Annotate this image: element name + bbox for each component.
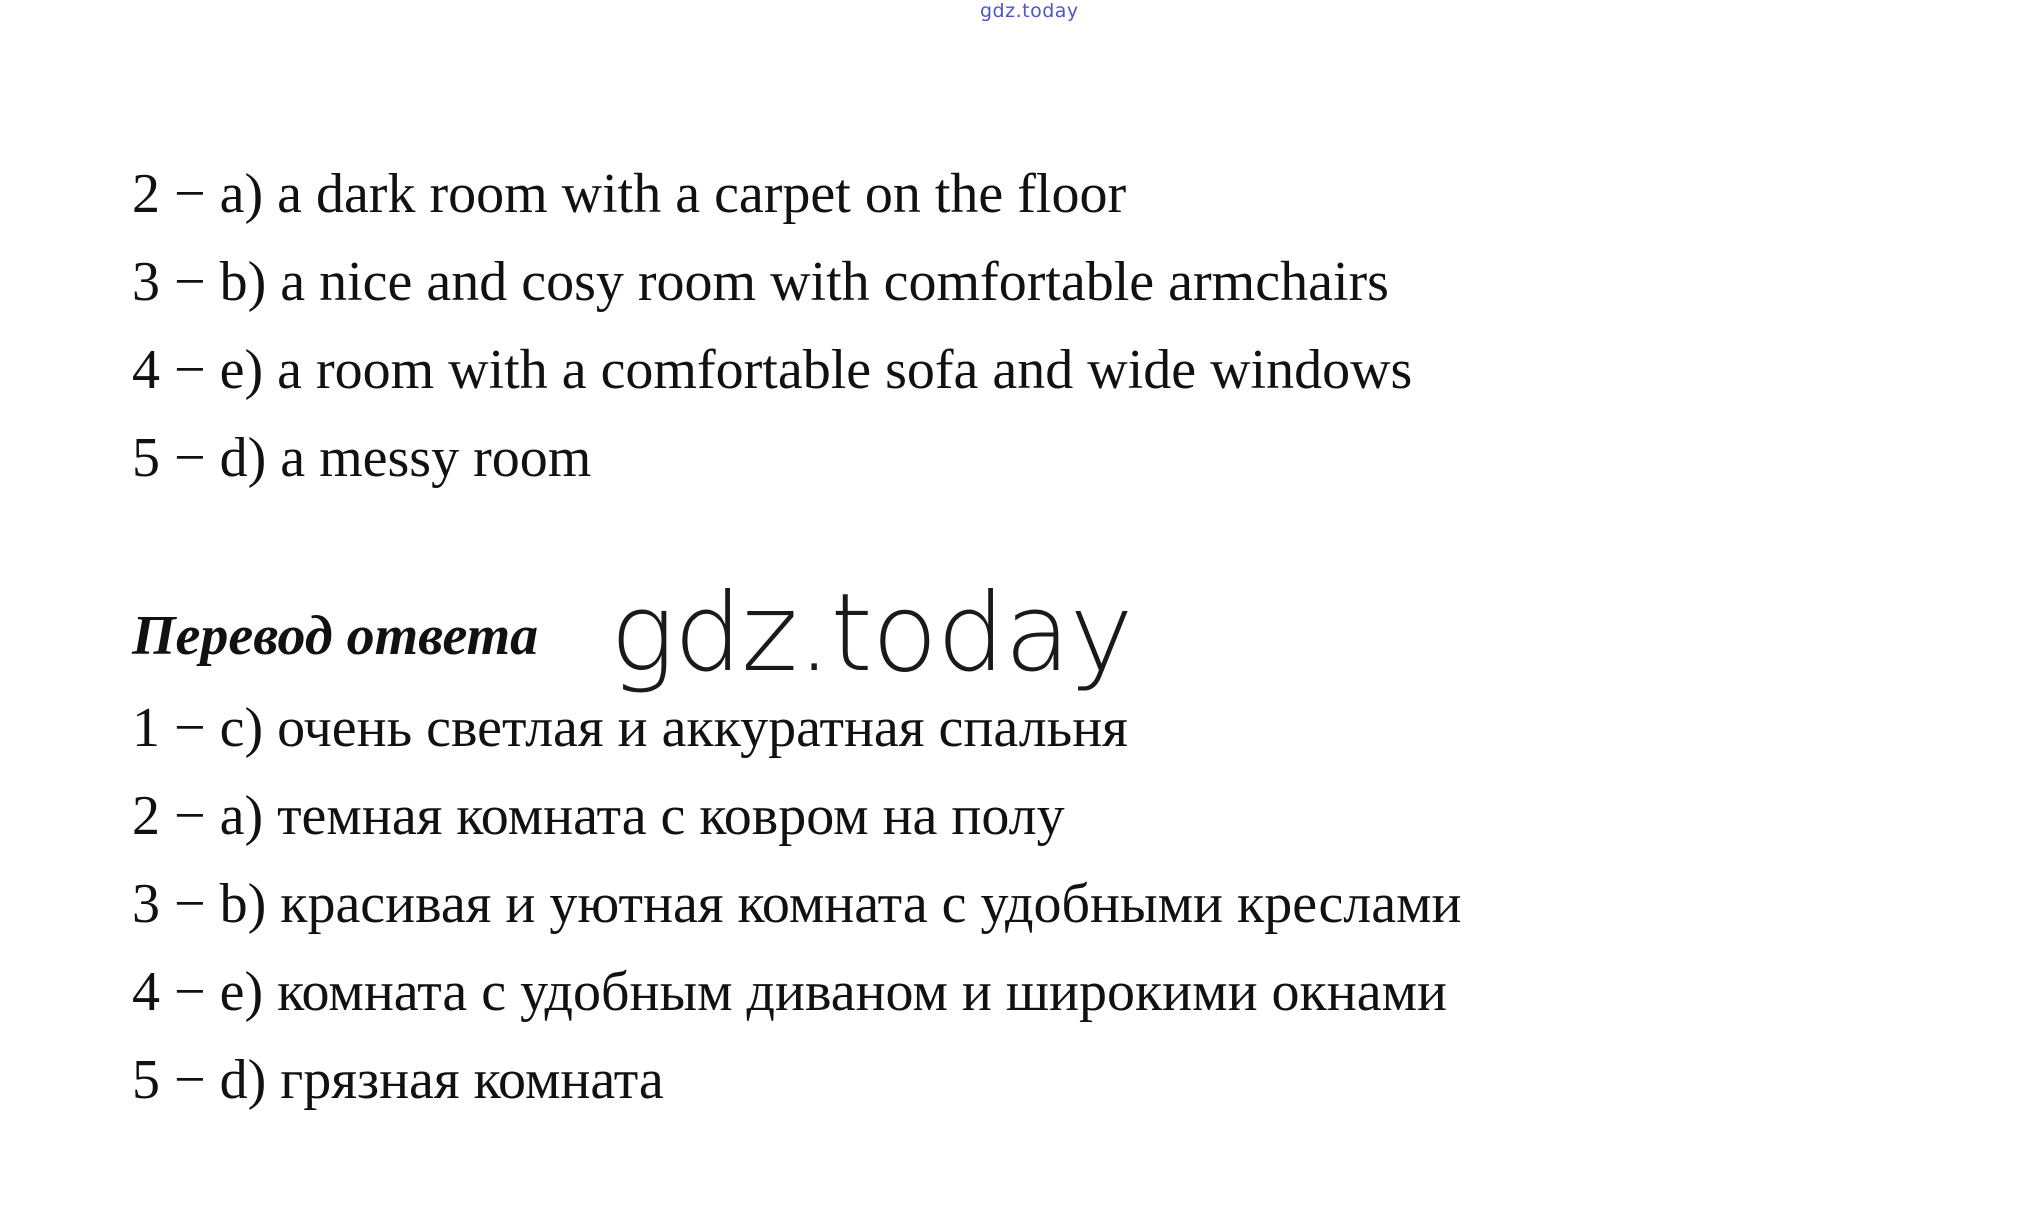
answer-line: 4 − e) a room with a comfortable sofa and wide windows xyxy=(132,339,1413,401)
document-content xyxy=(132,150,1462,1124)
translation-list xyxy=(132,684,1462,1124)
translation-heading-row xyxy=(132,571,1462,696)
answer-line: 3 − b) a nice and cosy room with comfortable armchairs xyxy=(132,251,1389,313)
answer-line: 2 − a) a dark room with a carpet on the floor xyxy=(132,163,1127,225)
watermark-small: gdz.today xyxy=(980,0,1079,22)
watermark-large: gdz.today xyxy=(610,571,1133,696)
answer-list xyxy=(132,150,1462,502)
translation-heading: Перевод ответа xyxy=(132,605,539,667)
translation-line: 4 − e) комната с удобным диваном и широкими окнами xyxy=(132,961,1447,1023)
translation-line: 5 − d) грязная комната xyxy=(132,1049,664,1111)
translation-line: 1 − c) очень светлая и аккуратная спальня xyxy=(132,697,1128,759)
answer-line: 5 − d) a messy room xyxy=(132,427,592,489)
translation-line: 3 − b) красивая и уютная комната с удобными креслами xyxy=(132,873,1462,935)
translation-line: 2 − a) темная комната с ковром на полу xyxy=(132,785,1065,847)
